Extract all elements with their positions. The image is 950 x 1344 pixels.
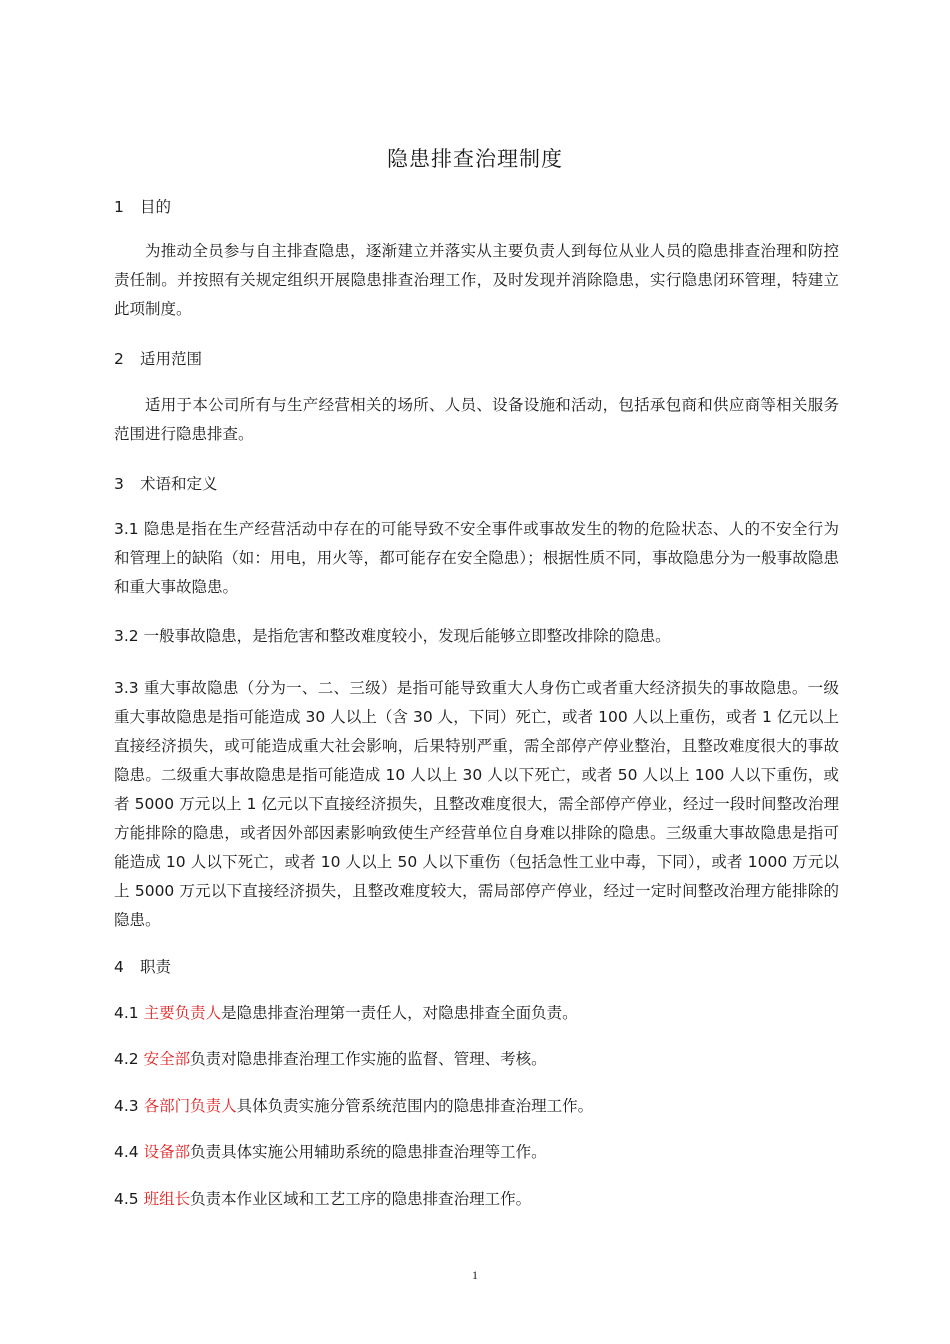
page-number: 1 <box>472 1268 478 1282</box>
section-title: 职责 <box>140 958 172 976</box>
duty-4-4 <box>114 1138 839 1167</box>
definition-3-3: 3.3 重大事故隐患（分为一、二、三级）是指可能导致重大人身伤亡或者重大经济损失的事故隐患。一级重大事故隐患是指可能造成 30 人以上（含 30 人，下同）死亡，或者 100 人以上重伤，或者 1 亿元以上直接经济损失，或可能造成重大社会影响，后果特别严重，需全部停产停业整治，且整改难度很大的事故隐患。二级重大事故隐患是指可能造成 10 人以上 30 人以下死亡，或者 50 人以上 100 人以下重伤，或者 5000 万元以上 1 亿元以下直接经济损失，且整改难度很大，需全部停产停业，经过一段时间整改治理方能排除的隐患，或者因外部因素影响致使生产经营单位自身难以排除的隐患。三级重大事故隐患是指可能造成 10 人以下死亡，或者 10 人以上 50 人以下重伤（包括急性工业中毒，下同），或者 1000 万元以上 5000 万元以下直接经济损失，且整改难度较大，需局部停产停业，经过一定时间整改治理方能排除的隐患。 <box>114 679 839 929</box>
duty-number: 4.2 <box>114 1050 144 1068</box>
section-heading-1 <box>114 193 171 222</box>
duty-role: 各部门负责人 <box>143 1097 237 1115</box>
duty-number: 4.1 <box>114 1004 144 1022</box>
section-title: 适用范围 <box>140 350 203 368</box>
duty-role: 安全部 <box>143 1050 191 1068</box>
section-1-body: 为推动全员参与自主排查隐患，逐渐建立并落实从主要负责人到每位从业人员的隐患排查治理和防控责任制。并按照有关规定组织开展隐患排查治理工作，及时发现并消除隐患，实行隐患闭环管理，特建立此项制度。 <box>114 242 839 318</box>
section-heading-3 <box>114 470 218 499</box>
duty-text: 负责本作业区域和工艺工序的隐患排查治理工作。 <box>190 1190 532 1208</box>
section-number: 4 <box>114 958 124 976</box>
duty-text: 负责对隐患排查治理工作实施的监督、管理、考核。 <box>190 1050 547 1068</box>
duty-number: 4.5 <box>114 1190 144 1208</box>
duty-role: 设备部 <box>143 1143 191 1161</box>
section-title: 术语和定义 <box>140 475 218 493</box>
duty-role: 班组长 <box>143 1190 191 1208</box>
duty-text: 具体负责实施分管系统范围内的隐患排查治理工作。 <box>236 1097 594 1115</box>
duty-text: 负责具体实施公用辅助系统的隐患排查治理等工作。 <box>190 1143 547 1161</box>
section-2-body: 适用于本公司所有与生产经营相关的场所、人员、设备设施和活动，包括承包商和供应商等相关服务范围进行隐患排查。 <box>114 396 839 443</box>
duty-4-5 <box>114 1185 839 1214</box>
duty-4-2 <box>114 1045 839 1074</box>
duty-text: 是隐患排查治理第一责任人，对隐患排查全面负责。 <box>221 1004 578 1022</box>
duty-role: 主要负责人 <box>143 1004 222 1022</box>
duty-4-1 <box>114 999 839 1028</box>
document-title: 隐患排查治理制度 <box>387 147 563 171</box>
section-number: 2 <box>114 350 124 368</box>
section-heading-2 <box>114 345 202 374</box>
section-number: 1 <box>114 198 124 216</box>
duty-number: 4.3 <box>114 1097 144 1115</box>
duty-number: 4.4 <box>114 1143 144 1161</box>
definition-3-1: 3.1 隐患是指在生产经营活动中存在的可能导致不安全事件或事故发生的物的危险状态、人的不安全行为和管理上的缺陷（如：用电，用火等，都可能存在安全隐患）；根据性质不同，事故隐患分为一般事故隐患和重大事故隐患。 <box>114 520 839 596</box>
section-number: 3 <box>114 475 124 493</box>
section-title: 目的 <box>140 198 172 216</box>
definition-3-2: 3.2 一般事故隐患，是指危害和整改难度较小，发现后能够立即整改排除的隐患。 <box>114 627 671 645</box>
duty-4-3 <box>114 1092 839 1121</box>
section-heading-4 <box>114 953 171 982</box>
